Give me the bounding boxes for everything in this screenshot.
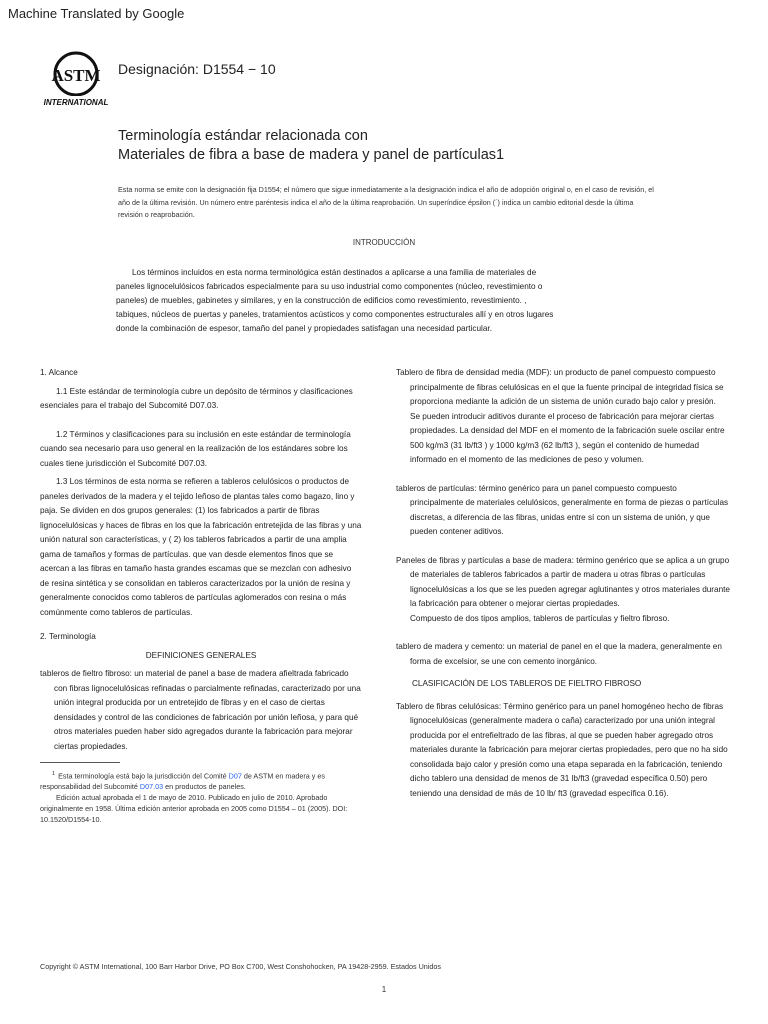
definition-mdf-note: Se pueden introducir aditivos durante el proceso de fabricación para mejorar ciertas propiedades. La densidad del MDF en el momento de la fabricación suele oscilar entre 500 kg/m3 (31 lb/ft3 ) y 1000 kg/m3 (62 lb/ft3 ), según el contenido de humedad informado en el momento de las mediciones de peso y volumen. xyxy=(410,411,725,464)
footnote-rule xyxy=(40,762,120,763)
footnote-text: en productos de paneles. xyxy=(163,782,246,792)
definition-paneles: Paneles de fibras y partículas a base de madera: término genérico que se aplica a un grupo de materiales de tableros fabricados a partir de madera u otras fibras o partículas lignocelulósicas a los que se les pueden agregar aglutinantes y otros materiales durante la fabricación para obtener o mejorar ciertas propiedades. xyxy=(396,555,730,608)
translation-banner xyxy=(0,0,768,32)
definition-paneles-note: Compuesto de dos tipos amplios, tableros de partículas y fieltro fibroso. xyxy=(410,613,670,623)
intro-line: paneles) de muebles, gabinetes y similares, y en la construcción de edificios como revestimiento, revestimiento. , xyxy=(116,296,527,305)
title-line-1: Terminología estándar relacionada con xyxy=(118,128,368,144)
title-line-2: Materiales de fibra a base de madera y panel de partículas1 xyxy=(118,147,505,163)
link-d07[interactable]: D07 xyxy=(228,771,242,781)
footnote xyxy=(40,769,362,825)
intro-line: tabiques, núcleos de puertas y paneles, tratamientos acústicos y como componentes estructurales allí y en otros lugares xyxy=(116,310,554,319)
section-1-title: 1. Alcance xyxy=(40,368,78,377)
standard-note: Esta norma se emite con la designación fija D1554; el número que sigue inmediatamente a la designación indica el año de adopción original o, en el caso de revisión, el año de la última revisión. Un número entre paréntesis indica el año de la última reaprobación. Un superíndice épsilon (´) indica un cambio editorial desde la última revisión o reaprobación. xyxy=(118,185,654,219)
intro-line: Los términos incluidos en esta norma terminológica están destinados a aplicarse a una familia de materiales de xyxy=(132,268,537,277)
footnote-marker: 1 xyxy=(52,771,56,777)
definition-fieltro: tableros de fieltro fibroso: un material de panel a base de madera afieltrada fabricado con fibras lignocelulósicas refinadas o parcialmente refinadas, caracterizado por una unión integral producida por un entretejido de fibras y en el caso de ciertas densidades y control de las condiciones de fabricación por unión leñosa, y para qué otros materiales pueden haber sido agregados durante la fabricación para mejorar ciertas propiedades. xyxy=(40,669,361,751)
definition-celulosicas: Tablero de fibras celulósicas: Término genérico para un panel homogéneo hecho de fibras lignocelulósicas (generalmente madera o caña) caracterizado por una unión integral producida por el entrefieltrado de las fibras, al que se pueden haber agregado otros materiales durante la fabricación para mejorar ciertas propiedades, pero que no ha sido consolidada bajo calor y presión como una etapa separada en la fabricación, teniendo dicho tablero una densidad de menos de 31 lb/ft3 (gravedad específica 0.50) pero teniendo una densidad de más de 10 lb/ ft3 (gravedad específica 0.16). xyxy=(396,701,728,798)
copyright: Copyright © ASTM International, 100 Barr Harbor Drive, PO Box C700, West Conshohocken, PA 19428-2959. Estados Unidos xyxy=(40,962,441,971)
footnote-edition: Edición actual aprobada el 1 de mayo de 2010. Publicado en julio de 2010. Aprobado originalmente en 1958. Última edición anterior aprobada en 2005 como D1554 – 01 (2005). DOI: 10.1520/D1554-10. xyxy=(40,793,348,825)
definitions-heading: DEFINICIONES GENERALES xyxy=(145,650,257,660)
intro-line: paneles lignocelulósicos fabricados especialmente para su uso industrial como componentes (núcleo, revestimiento o xyxy=(116,282,543,291)
astm-logo-graphic xyxy=(42,50,110,108)
definition-mdf: Tablero de fibra de densidad media (MDF): un producto de panel compuesto compuesto principalmente de fibras celulósicas en el que la fuente principal de integridad física se proporciona mediante la adición de un sistema de unión curado bajo calor y presión. xyxy=(396,368,724,406)
paragraph-1-1: 1.1 Este estándar de terminología cubre un depósito de términos y clasificaciones esenciales para el trabajo del Subcomité D07.03. xyxy=(40,386,353,410)
classification-heading: CLASIFICACIÓN DE LOS TABLEROS DE FIELTRO FIBROSO xyxy=(412,679,642,688)
footnote-text: de ASTM en madera y es responsabilidad del Subcomité xyxy=(40,771,325,792)
astm-logo xyxy=(42,50,110,108)
right-column xyxy=(396,366,731,801)
link-d07-03[interactable]: D07.03 xyxy=(139,782,164,792)
logo-sub: INTERNATIONAL xyxy=(43,98,109,107)
introduction-heading: INTRODUCCIÓN xyxy=(352,238,416,247)
banner-text: Machine Translated by Google xyxy=(8,6,185,21)
left-column xyxy=(40,366,362,825)
footnote-text: Esta terminología está bajo la jurisdicción del Comité xyxy=(58,771,229,781)
intro-line: donde la combinación de espesor, tamaño del panel y propiedades satisfagan una necesidad particular. xyxy=(116,324,492,333)
introduction-text xyxy=(116,266,651,336)
designation: Designación: D1554 − 10 xyxy=(118,61,276,77)
section-2-title: 2. Terminología xyxy=(40,632,96,641)
page-number: 1 xyxy=(381,985,387,994)
definition-particulas: tableros de partículas: término genérico para un panel compuesto compuesto principalmente de materiales celulósicos, generalmente en forma de piezas o partículas discretas, a diferencia de las fibras, unidas entre sí con un sistema de unión, y que pueden contener aditivos. xyxy=(396,483,729,536)
paragraph-1-3: 1.3 Los términos de esta norma se refieren a tableros celulósicos o productos de paneles derivados de la madera y el tejido leñoso de plantas tales como bagazo, lino y paja. Se dividen en dos grupos generales: (1) los fabricados a partir de fibras lignocelulósicas y haces de fibras en los que la fabricación entretejida de las fibras y una unión natural son características, y ( 2) los tableros fabricados a partir de una amplia gama de tamaños y formas de partículas. que van desde elementos finos que se acercan a las fibras en tamaño hasta grandes escamas que se mezclan con adhesivo de resina sintética y se consolidan en tableros caracterizados por la unión de resina y generalmente conocidos como tableros de partículas aglomerados con resina o más comúnmente como tableros de partículas. xyxy=(40,477,362,617)
paragraph-1-2: 1.2 Términos y clasificaciones para su inclusión en este estándar de terminología cuando sea necesario para uso general en la realización de los estándares sobre los cuales tiene jurisdicción el Subcomité D07.03. xyxy=(40,429,351,468)
logo-mark: ASTM xyxy=(51,66,101,85)
definition-cemento: tablero de madera y cemento: un material de panel en el que la madera, generalmente en forma de excelsior, se une con cemento inorgánico. xyxy=(396,642,722,666)
